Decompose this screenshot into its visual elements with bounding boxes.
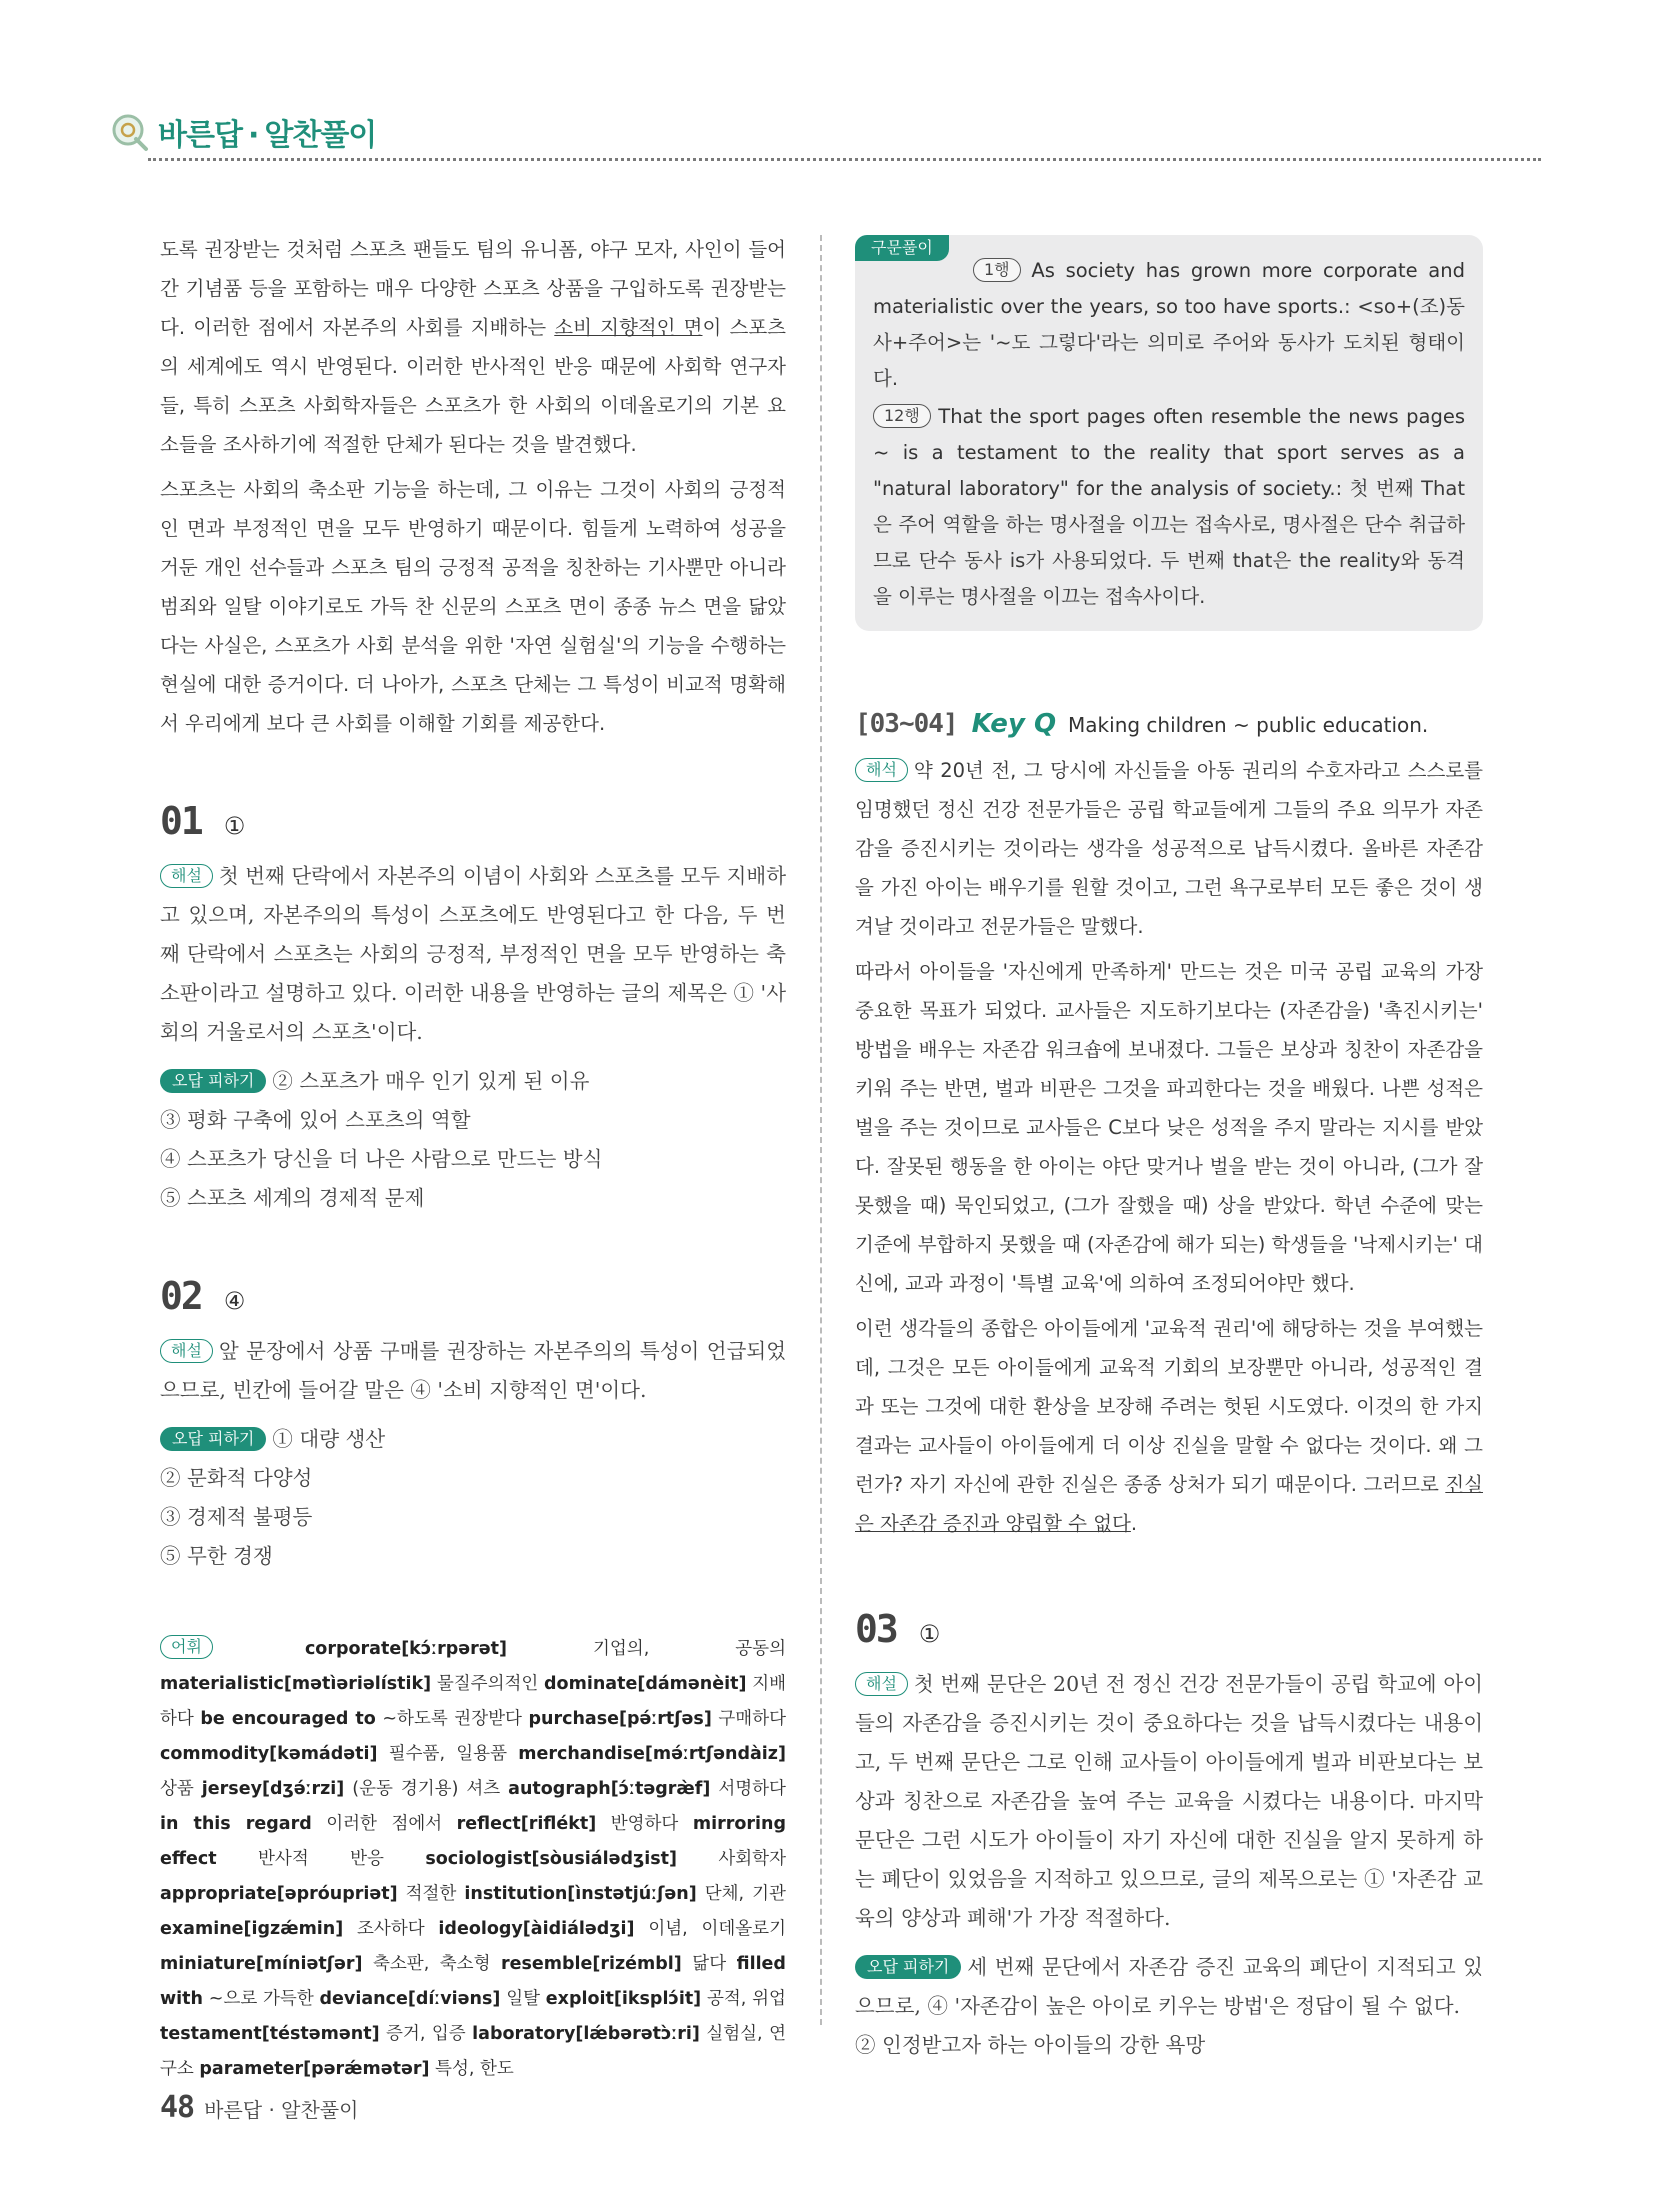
vocab-word: institution[ìnstətjúːʃən] — [464, 1884, 697, 1904]
vocab-meaning: ~으로 가득한 — [208, 1989, 314, 2009]
translation-paragraph-1 — [855, 751, 1483, 946]
section-header — [855, 709, 1483, 739]
grammar-line12-en: That the sport pages often resemble the news pages ~ is a testament to the reality that sport serves as a "natural laboratory" for the analysis of society. — [873, 405, 1465, 500]
grammar-line-1 — [873, 253, 1465, 397]
q01-option: ⑤ 스포츠 세계의 경제적 문제 — [160, 1186, 425, 1210]
q03-explain-text: 첫 번째 문단은 20년 전 정신 건강 전문가들이 공립 학교에 아이들의 자존감을 증진시키는 것이 중요하다는 것을 납득시켰다는 내용이고, 두 번째 문단은 그로 인해 교사들이 아이들에게 벌과 비판보다는 보상과 칭찬으로 자존감을 높여 주는 교육을 시켰다는 내용이다. 마지막 문단은 그런 시도가 아이들이 자기 자신에 대한 진실을 알지 못하게 하는 폐단이 있었음을 지적하고 있으므로, 글의 제목으로는 ① '자존감 교육의 양상과 폐해'가 가장 적절하다. — [855, 1672, 1483, 1930]
vocab-meaning: 적절한 — [405, 1884, 457, 1904]
vocab-meaning: 단체, 기관 — [704, 1884, 786, 1904]
page-header — [110, 110, 376, 154]
vocab-word: resemble[rizémbl] — [500, 1954, 682, 1974]
wrong-answer-tag: 오답 피하기 — [855, 1955, 961, 1979]
vocab-word: deviance[díːviəns] — [319, 1989, 501, 2009]
vocab-meaning: 필수품, 일용품 — [388, 1744, 507, 1764]
vocab-meaning: 축소판, 축소형 — [373, 1954, 491, 1974]
q03-option: ② 인정받고자 하는 아이들의 강한 욕망 — [855, 2033, 1206, 2057]
vocab-word: purchase[pə́ːrtʃəs] — [528, 1709, 712, 1729]
column-divider — [820, 235, 822, 2025]
explain-tag: 해설 — [160, 864, 213, 888]
footer-title: 바른답 · 알찬풀이 — [204, 2098, 359, 2122]
translation-paragraph-2: 따라서 아이들을 '자신에게 만족하게' 만드는 것은 미국 공립 교육의 가장 중요한 목표가 되었다. 교사들은 지도하기보다는 (자존감을) '촉진시키는' 방법을 배우는 자존감 워크숍에 보내졌다. 그들은 보상과 칭찬이 자존감을 키워 주는 반면, 벌과 비판은 그것을 파괴한다는 것을 배웠다. 나쁜 성적은 벌을 주는 것이므로 교사들은 C보다 낮은 성적을 주지 말라는 지시를 받았다. 잘못된 행동을 한 아이는 야단 맞거나 벌을 받는 것이 아니라, (그가 잘못했을 때) 묵인되었고, (그가 잘했을 때) 상을 받았다. 학년 수준에 맞는 기준에 부합하지 못했을 때 (자존감에 해가 되는) 학생들을 '낙제시키는' 대신에, 교과 과정이 '특별 교육'에 의하여 조정되어야만 했다. — [855, 960, 1483, 1295]
vocab-meaning: 이러한 점에서 — [326, 1814, 443, 1834]
vocab-word: appropriate[əpróupriət] — [160, 1884, 398, 1904]
vocab-word: parameter[pərǽmətər] — [199, 2059, 430, 2079]
vocab-word: materialistic[mətìəriəlístik] — [160, 1674, 432, 1694]
vocab-meaning: 조사하다 — [357, 1919, 425, 1939]
vocab-tag: 어휘 — [160, 1635, 213, 1659]
grammar-line1-en: As society has grown more corporate and materialistic over the years, so too have sports. — [873, 259, 1465, 318]
q01-option: ④ 스포츠가 당신을 더 나은 사람으로 만드는 방식 — [160, 1147, 603, 1171]
vocab-meaning: 상품 — [160, 1779, 194, 1799]
vocab-word: commodity[kəmádəti] — [160, 1744, 378, 1764]
magnifier-q-icon — [110, 112, 150, 152]
vocab-meaning: 지배하다 — [160, 1674, 786, 1729]
vocab-word: reflect[riflékt] — [456, 1814, 597, 1834]
vocab-word: ideology[àidiálədʒi] — [438, 1919, 635, 1939]
q02-header — [160, 1274, 786, 1318]
vocab-word: merchandise[mə́ːrtʃəndàiz] — [518, 1744, 786, 1764]
intro1-underline: 소비 지향적인 면 — [554, 316, 703, 339]
q01-header — [160, 799, 786, 843]
vocab-word: testament[téstəmənt] — [160, 2024, 380, 2044]
explain-tag: 해설 — [160, 1339, 213, 1363]
vocab-word: examine[igzǽmin] — [160, 1919, 344, 1939]
grammar-tab: 구문풀이 — [855, 235, 949, 261]
header-title-sub: 알찬풀이 — [264, 118, 377, 153]
vocab-meaning: 닮다 — [692, 1954, 727, 1974]
vocab-meaning: 일탈 — [506, 1989, 541, 2009]
header-dotted-rule — [148, 158, 1541, 161]
grammar-line12-ko: : 첫 번째 That은 주어 역할을 하는 명사절을 이끄는 접속사로, 명사절은 단수 취급하므로 단수 동사 is가 사용되었다. 두 번째 that은 the reality와 동격을 이루는 명사절을 이끄는 접속사이다. — [873, 477, 1466, 608]
vocab-word: miniature[míniətʃər] — [160, 1954, 363, 1974]
vocabulary-block — [160, 1632, 786, 2087]
vocab-meaning: 서명하다 — [718, 1779, 786, 1799]
q01-answer: ① — [223, 812, 246, 840]
grammar-line-12 — [873, 399, 1465, 615]
q02-option: ① 대량 생산 — [272, 1427, 386, 1451]
vocab-word: autograph[ɔ́ːtəgræ̀f] — [508, 1779, 711, 1799]
q01-option: ③ 평화 구축에 있어 스포츠의 역할 — [160, 1108, 471, 1132]
q03-header — [855, 1607, 1483, 1651]
page-number: 48 — [160, 2090, 195, 2125]
q01-explanation — [160, 857, 786, 1052]
intro1b-text: 이 스포츠의 세계에도 역시 반영된다. 이러한 반사적인 반응 때문에 사회학 연구자들, 특히 스포츠 사회학자들은 스포츠가 한 사회의 이데올로기의 기본 요소들을 조사하기에 적절한 단체가 된다는 것을 발견했다. — [160, 316, 786, 456]
intro-paragraph-1 — [160, 230, 786, 464]
translation-paragraph-3 — [855, 1309, 1483, 1543]
q01-number: 01 — [160, 799, 202, 843]
intro2-text: 스포츠는 사회의 축소판 기능을 하는데, 그 이유는 그것이 사회의 긍정적인 면과 부정적인 면을 모두 반영하기 때문이다. 힘들게 노력하여 성공을 거둔 개인 선수들과 스포츠 팀의 긍정적 공적을 칭찬하는 기사뿐만 아니라 범죄와 일탈 이야기로도 가득 찬 신문의 스포츠 면이 종종 뉴스 면을 닮았다는 사실은, 스포츠가 사회 분석을 위한 '자연 실험실'의 기능을 수행하는 현실에 대한 증거이다. 더 나아가, 스포츠 단체는 그 특성이 비교적 명확해서 우리에게 보다 큰 사회를 이해할 기회를 제공한다. — [160, 478, 786, 735]
right-column — [855, 235, 1483, 2065]
trans3-underline: 진실은 자존감 증진과 양립할 수 없다 — [855, 1473, 1483, 1535]
translation-tag: 해석 — [855, 758, 908, 782]
page-footer — [160, 2090, 358, 2125]
q02-explain-text: 앞 문장에서 상품 구매를 권장하는 자본주의의 특성이 언급되었으므로, 빈칸에 들어갈 말은 ④ '소비 지향적인 면'이다. — [160, 1339, 786, 1402]
section-range: [03~04] — [855, 709, 958, 739]
vocab-meaning: 공적, 위업 — [706, 1989, 786, 2009]
trans3-text: 이런 생각들의 종합은 아이들에게 '교육적 권리'에 해당하는 것을 부여했는데, 그것은 모든 아이들에게 교육적 기회의 보장뿐만 아니라, 성공적인 결과 또는 그것에 대한 환상을 보장해 주려는 헛된 시도였다. 이것의 한 가지 결과는 교사들이 아이들에게 더 이상 진실을 말할 수 없다는 것이다. 왜 그런가? 자기 자신에 관한 진실은 종종 상처가 되기 때문이다. 그러므로 — [855, 1317, 1483, 1496]
vocab-word: jersey[dʒə́ːrzi] — [201, 1779, 345, 1799]
option-line — [160, 1062, 786, 1101]
vocab-meaning: 실험실, 연구소 — [160, 2024, 786, 2079]
vocab-word: dominate[dámənèit] — [544, 1674, 747, 1694]
vocab-word: laboratory[lǽbərətɔ̀ːri] — [472, 2024, 700, 2044]
q02-answer: ④ — [223, 1287, 246, 1315]
vocab-meaning: 증거, 입증 — [386, 2024, 466, 2044]
vocab-word: be encouraged to — [200, 1709, 376, 1729]
left-column — [160, 230, 786, 2087]
vocab-word: filled with — [160, 1954, 786, 2009]
vocab-meaning: 물질주의적인 — [436, 1674, 539, 1694]
q03-explanation — [855, 1665, 1483, 1938]
header-title-dot: · — [247, 118, 259, 153]
vocab-meaning: (운동 경기용) 셔츠 — [352, 1779, 501, 1799]
q03-wrong-explanation — [855, 1948, 1483, 2026]
q02-number: 02 — [160, 1274, 202, 1318]
q02-option: ③ 경제적 불평등 — [160, 1505, 313, 1529]
intro-paragraph-2 — [160, 470, 786, 743]
q01-wrong-options — [160, 1062, 786, 1218]
key-q-label: Key Q — [971, 709, 1057, 739]
q02-option: ② 문화적 다양성 — [160, 1466, 313, 1490]
section-key-text: Making children ~ public education. — [1068, 713, 1429, 737]
trans1-text: 약 20년 전, 그 당시에 자신들을 아동 권리의 수호자라고 스스로를 임명했던 정신 건강 전문가들은 공립 학교들에게 그들의 주요 의무가 자존감을 증진시키는 것이라는 생각을 성공적으로 납득시켰다. 올바른 자존감을 가진 아이는 배우기를 원할 것이고, 그런 욕구로부터 모든 좋은 것이 생겨날 것이라고 전문가들은 말했다. — [855, 759, 1483, 938]
trans3-end: . — [1130, 1512, 1138, 1535]
vocab-meaning: 반영하다 — [610, 1814, 679, 1834]
option-line — [160, 1420, 786, 1459]
vocab-meaning: 사회학자 — [718, 1849, 786, 1869]
vocab-meaning: 특성, 한도 — [435, 2059, 514, 2079]
q02-wrong-options — [160, 1420, 786, 1576]
explain-tag: 해설 — [855, 1672, 908, 1696]
vocab-meaning: 구매하다 — [718, 1709, 787, 1729]
wrong-answer-tag: 오답 피하기 — [160, 1069, 266, 1093]
wrong-answer-tag: 오답 피하기 — [160, 1427, 266, 1451]
q03-wrong-text: 세 번째 문단에서 자존감 증진 교육의 폐단이 지적되고 있으므로, ④ '자존감이 높은 아이로 키우는 방법'은 정답이 될 수 없다. — [855, 1955, 1483, 2018]
q03-answer: ① — [918, 1620, 941, 1648]
line-tag: 1행 — [973, 258, 1021, 282]
vocab-word: corporate[kɔ́ːrpərət] — [304, 1639, 507, 1659]
grammar-box — [855, 235, 1483, 631]
vocab-meaning: ~하도록 권장받다 — [382, 1709, 522, 1729]
vocab-word: mirroring effect — [160, 1814, 786, 1869]
q02-option: ⑤ 무한 경쟁 — [160, 1544, 273, 1568]
vocab-meaning: 이념, 이데올로기 — [648, 1919, 786, 1939]
vocab-word: exploit[iksplɔ́it] — [545, 1989, 702, 2009]
header-title — [158, 110, 376, 154]
q01-option: ② 스포츠가 매우 인기 있게 된 이유 — [272, 1069, 590, 1093]
vocab-meaning: 반사적 반응 — [258, 1849, 384, 1869]
vocab-word: sociologist[sòusiálədʒist] — [425, 1849, 677, 1869]
q03-number: 03 — [855, 1607, 897, 1651]
vocab-meaning: 기업의, 공동의 — [593, 1639, 786, 1659]
line-tag: 12행 — [873, 404, 931, 428]
q01-explain-text: 첫 번째 단락에서 자본주의 이념이 사회와 스포츠를 모두 지배하고 있으며, 자본주의의 특성이 스포츠에도 반영된다고 한 다음, 두 번째 단락에서 스포츠는 사회의 긍정적, 부정적인 면을 모두 반영하는 축소판이라고 설명하고 있다. 이러한 내용을 반영하는 글의 제목은 ① '사회의 거울로서의 스포츠'이다. — [160, 864, 786, 1044]
q02-explanation — [160, 1332, 786, 1410]
vocab-word: in this regard — [160, 1814, 312, 1834]
grammar-line1-ko: : <so+(조)동사+주어>는 '~도 그렇다'라는 의미로 주어와 동사가 도치된 형태이다. — [873, 295, 1465, 390]
header-title-main: 바른답 — [158, 118, 242, 153]
intro1-text: 도록 권장받는 것처럼 스포츠 팬들도 팀의 유니폼, 야구 모자, 사인이 들어간 기념품 등을 포함하는 매우 다양한 스포츠 상품을 구입하도록 권장받는다. 이러한 점에서 자본주의 사회를 지배하는 — [160, 238, 786, 339]
